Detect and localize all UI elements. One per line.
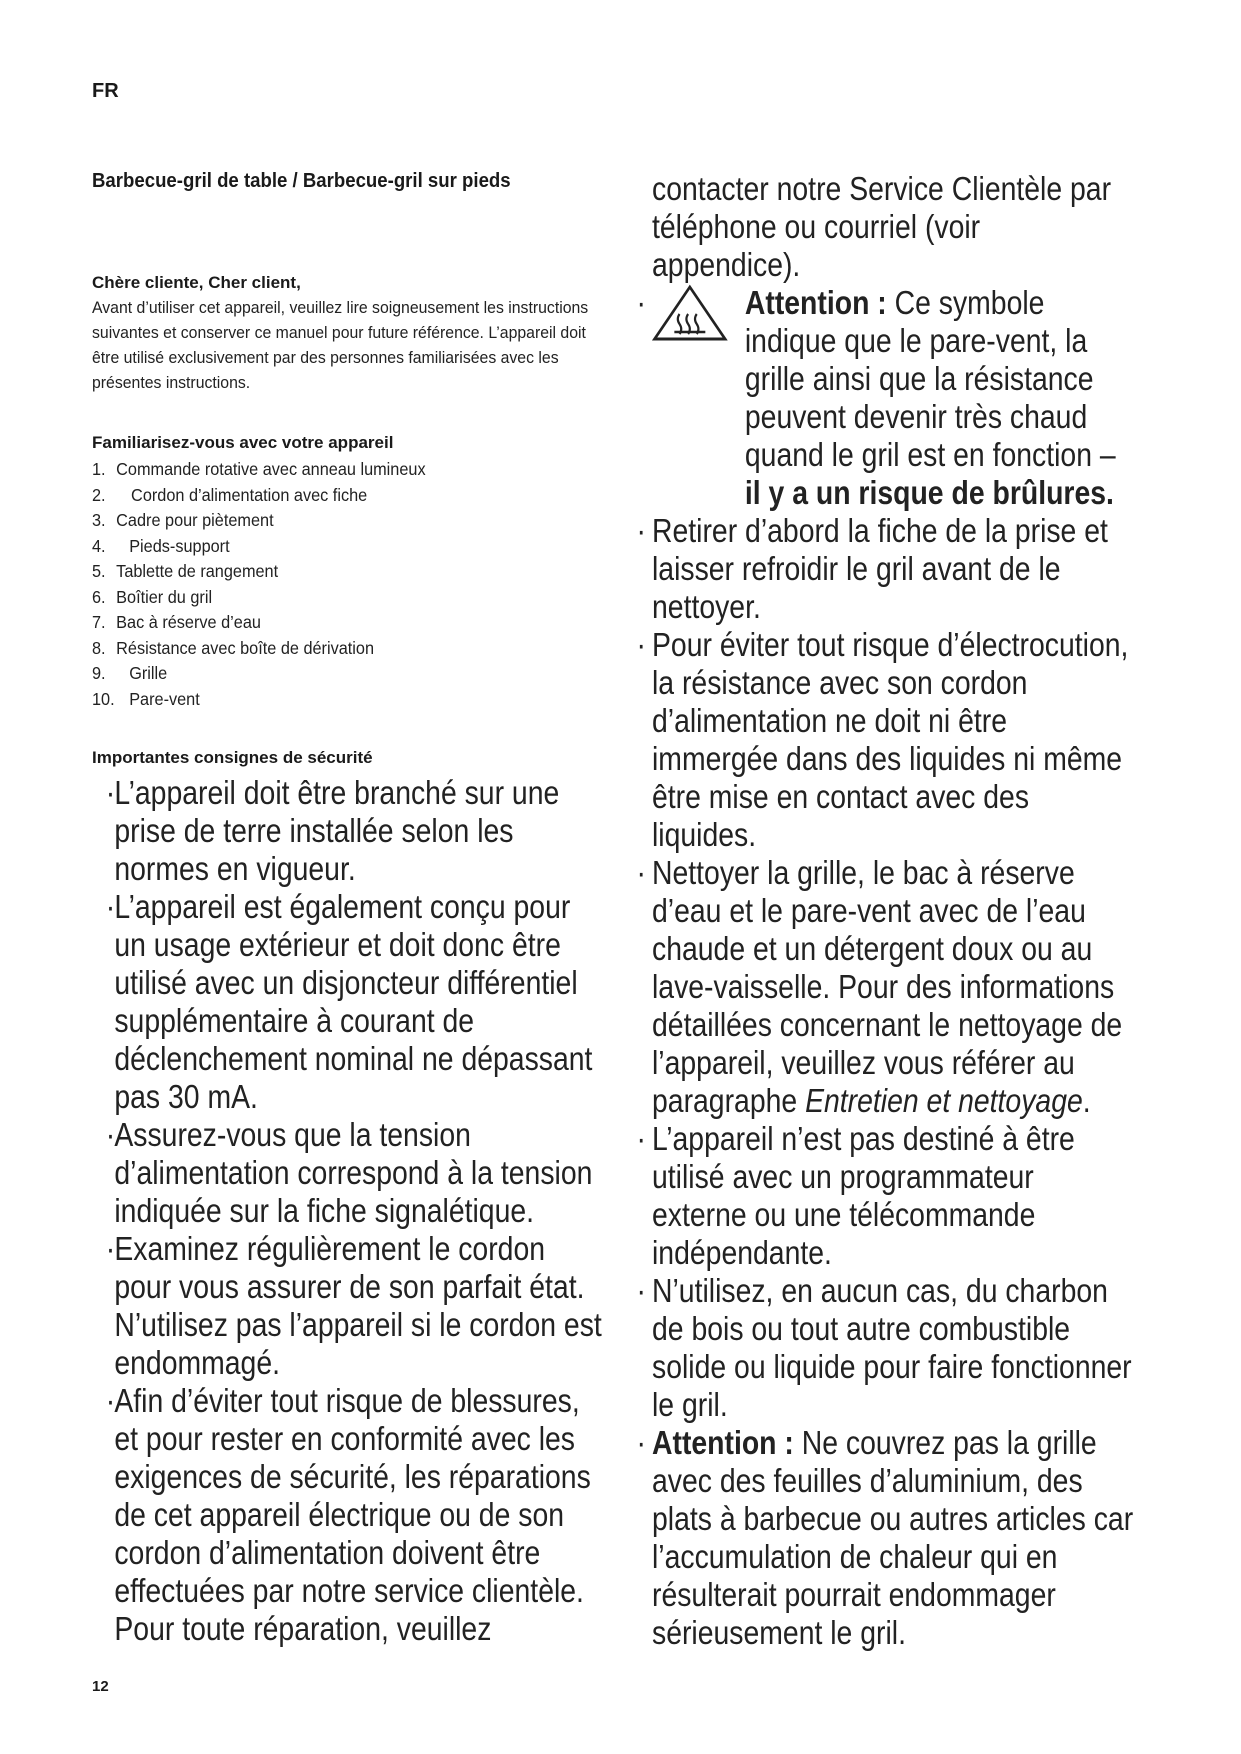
parts-list-item: 8. Résistance avec boîte de dérivation (92, 637, 375, 658)
warning-emphasis: il y a un risque de brûlures. (744, 474, 1114, 511)
safety-item: · L’appareil est également conçu pour un usage extérieur et doit donc être utilisé avec un disjoncteur différentiel supplémentaire à courant de déclenchement nominal ne dépassant pas 30 mA. (105, 888, 593, 1115)
greeting-text: Avant d’utiliser cet appareil, veuillez lire soigneusement les instructions suivantes et conserver ce manuel pour future référence. L’appareil doit être utilisé exclusivement par des personnes familiarisées avec les présentes instructions. (92, 298, 589, 392)
safety-item-cleaning: · Nettoyer la grille, le bac à réserve d’eau et le pare-vent avec de l’eau chaude et un détergent doux ou au lave-vaisselle. Pour des informations détaillées concernant le nettoyage de l’appareil, veuillez vous référer au paragraphe Entretien et nettoyage. (636, 854, 1123, 1119)
page-number: 12 (92, 1678, 109, 1695)
parts-list-item: 1. Commande rotative avec anneau lumineux (92, 459, 426, 479)
safety-item: · Afin d’éviter tout risque de blessures, et pour rester en conformité avec les exigences de sécurité, les réparations de cet appareil électrique ou de son cordon d’alimentation doivent être effectuées par notre service clientèle. Pour toute réparation, veuillez (105, 1382, 591, 1647)
parts-list-item: 6. Boîtier du gril (92, 586, 213, 607)
parts-list-item: 9. Grille (92, 663, 168, 683)
familiarize-heading: Familiarisez-vous avec votre appareil (92, 433, 394, 452)
language-code: FR (92, 80, 119, 102)
continuation-text: contacter notre Service Clientèle par téléphone ou courriel (voir appendice). (652, 170, 1112, 283)
safety-heading: Importantes consignes de sécurité (92, 748, 373, 767)
hot-surface-warning-icon (652, 284, 728, 342)
parts-list-item: 3. Cadre pour piètement (92, 510, 274, 530)
parts-list-item: 2. Cordon d’alimentation avec fiche (92, 484, 368, 505)
document-title: Barbecue-gril de table / Barbecue-gril sur pieds (92, 170, 511, 192)
parts-list-item: 5. Tablette de rangement (92, 561, 279, 581)
safety-item: · Pour éviter tout risque d’électrocution, la résistance avec son cordon d’alimentation ne doit ni être immergée dans des liquides ni même être mise en contact avec des liquides. (636, 626, 1129, 853)
parts-list-item: 10. Pare-vent (92, 688, 200, 709)
left-column (92, 170, 612, 1648)
safety-item: · Assurez-vous que la tension d’alimentation correspond à la tension indiquée sur la fiche signalétique. (105, 1116, 593, 1229)
parts-list-item: 7. Bac à réserve d’eau (92, 612, 261, 632)
safety-item: · Retirer d’abord la fiche de la prise et laisser refroidir le gril avant de le nettoyer. (636, 512, 1108, 625)
final-warning-item: · Attention : Ne couvrez pas la grille avec des feuilles d’aluminium, des plats à barbecue ou autres articles car l’accumulation de chaleur qui en résulterait pourrait endommager sérieusement le gril. (636, 1424, 1134, 1651)
parts-list-item: 4. Pieds-support (92, 535, 230, 556)
parts-list (92, 457, 612, 712)
warning-text: Ce symbole indique que le pare-vent, la grille ainsi que la résistance peuvent devenir très chaud quand le gril est en fonction – (744, 284, 1116, 473)
safety-item: · L’appareil doit être branché sur une prise de terre installée selon les normes en vigueur. (105, 774, 560, 887)
final-warning-label: Attention : (652, 1424, 794, 1461)
safety-item: · N’utilisez, en aucun cas, du charbon de bois ou tout autre combustible solide ou liquide pour faire fonctionner le gril. (636, 1272, 1132, 1423)
right-column (636, 170, 1152, 1652)
safety-item: · L’appareil n’est pas destiné à être utilisé avec un programmateur externe ou une télécommande indépendante. (636, 1120, 1075, 1271)
greeting-heading: Chère cliente, Cher client, (92, 273, 301, 292)
greeting-section (92, 273, 612, 395)
warning-label: Attention : (744, 284, 887, 321)
cleaning-reference: Entretien et nettoyage (805, 1082, 1083, 1119)
safety-list-left (92, 774, 612, 1648)
safety-list-right (636, 284, 1152, 1652)
final-warning-text: Ne couvrez pas la grille avec des feuilles d’aluminium, des plats à barbecue ou autres articles car l’accumulation de chaleur qui en résulterait pourrait endommager sérieusement le gril. (652, 1424, 1134, 1651)
safety-item: · Examinez régulièrement le cordon pour vous assurer de son parfait état. N’utilisez pas l’appareil si le cordon est endommagé. (105, 1230, 602, 1381)
warning-item: · Attention : Ce symbole indique que le pare-vent, la grille ainsi que la résistance peuvent devenir très chaud quand le gril est en fonction – il y a un risque de brûlures. (636, 284, 1116, 511)
